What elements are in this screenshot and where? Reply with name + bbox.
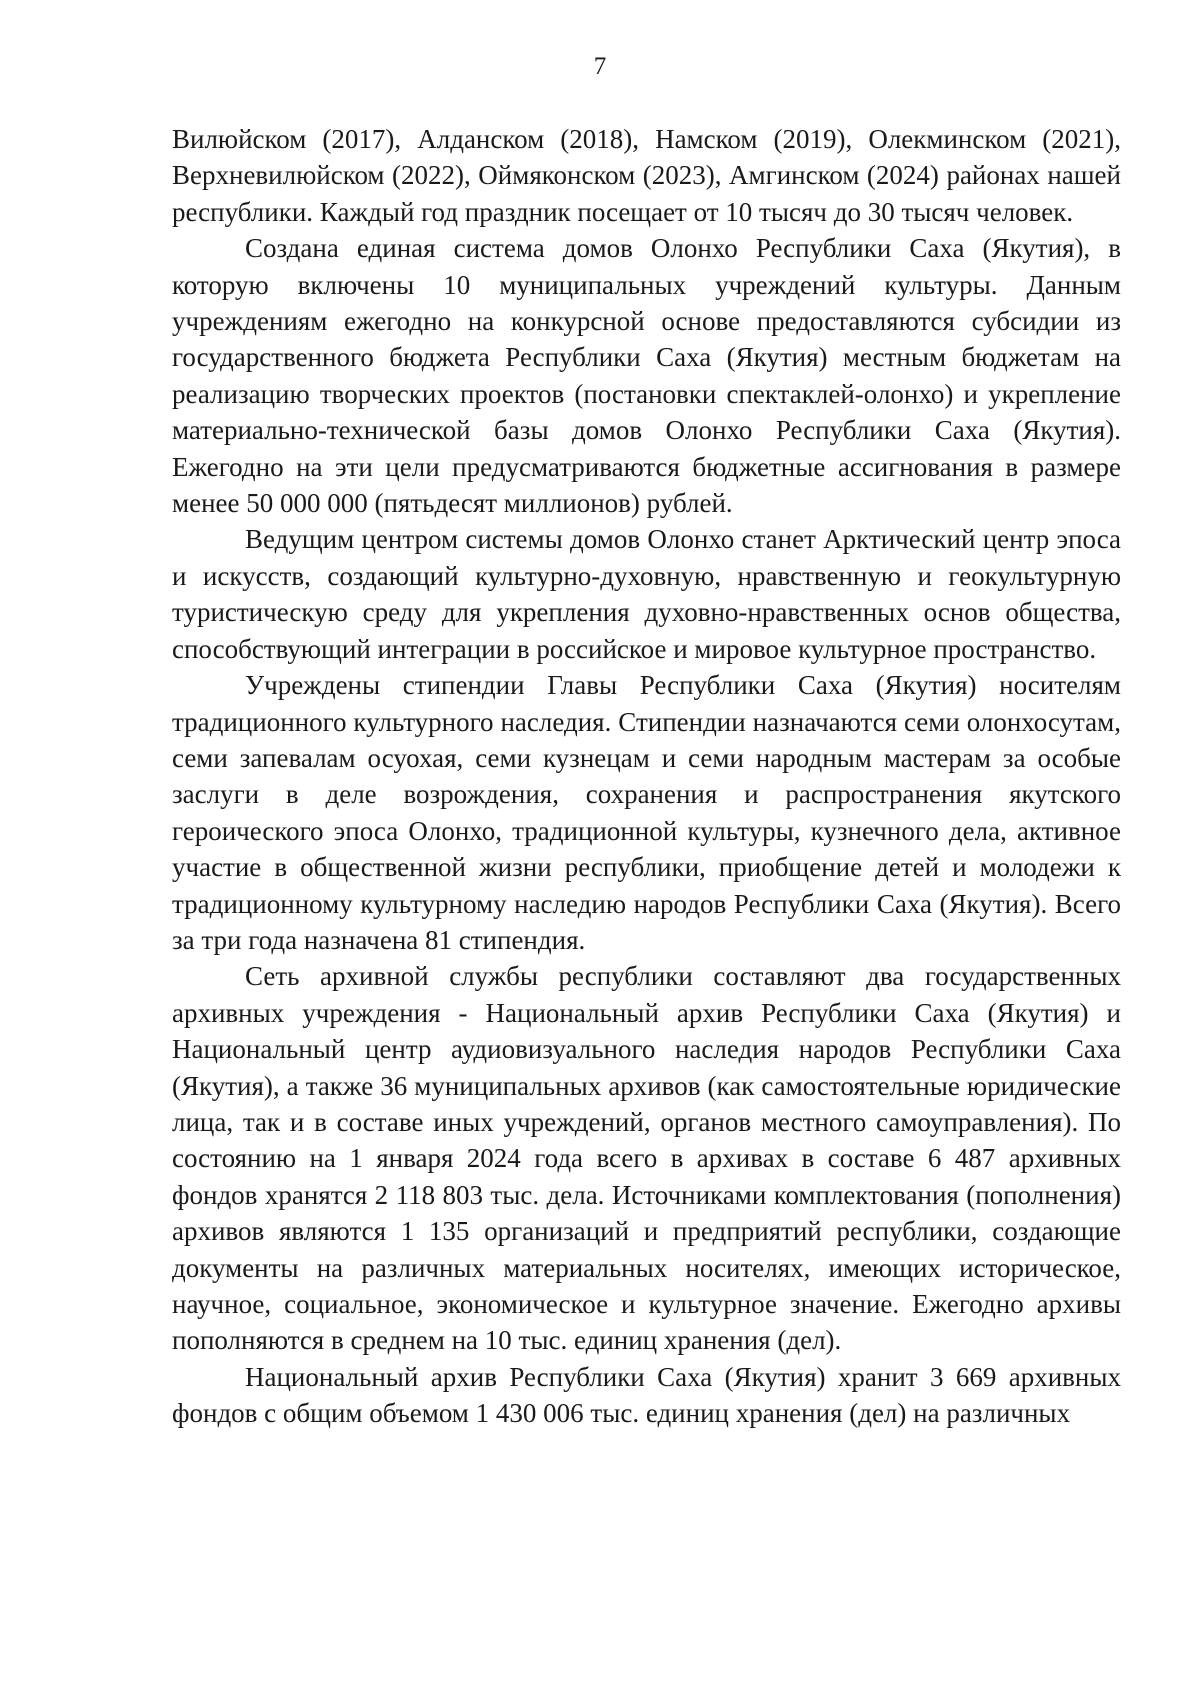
document-body: [172, 121, 1121, 1432]
paragraph-arctic-center: Ведущим центром системы домов Олонхо станет Арктический центр эпоса и искусств, создающий культурно-духовную, нравственную и геокультурную туристическую среду для укрепления духовно-нравственных основ общества, способствующий интеграции в российское и мировое культурное пространство.: [172, 524, 1121, 664]
page-number: 7: [593, 53, 607, 80]
paragraph-scholarships: Учреждены стипендии Главы Республики Саха (Якутия) носителям традиционного культурного наследия. Стипендии назначаются семи олонхосутам, семи запевалам осуохая, семи кузнецам и семи народным мастерам за особые заслуги в деле возрождения, сохранения и распространения якутского героического эпоса Олонхо, традиционной культуры, кузнечного дела, активное участие в общественной жизни республики, приобщение детей и молодежи к традиционному культурному наследию народов Республики Саха (Якутия). Всего за три года назначена 81 стипендия.: [172, 670, 1121, 955]
paragraph-archive-network: Сеть архивной службы республики составляют два государственных архивных учреждения - Национальный архив Республики Саха (Якутия) и Национальный центр аудиовизуального наследия народов Республики Саха (Якутия), а также 36 муниципальных архивов (как самостоятельные юридические лица, так и в составе иных учреждений, органов местного самоуправления). По состоянию на 1 января 2024 года всего в архивах в составе 6 487 архивных фондов хранятся 2 118 803 тыс. дела. Источниками комплектования (пополнения) архивов являются 1 135 организаций и предприятий республики, создающие документы на различных материальных носителях, имеющих историческое, научное, социальное, экономическое и культурное значение. Ежегодно архивы пополняются в среднем на 10 тыс. единиц хранения (дел).: [172, 961, 1121, 1356]
paragraph-festival-districts: Вилюйском (2017), Алданском (2018), Намском (2019), Олекминском (2021), Верхневилюйском (2022), Оймяконском (2023), Амгинском (2024) районах нашей республики. Каждый год праздник посещает от 10 тысяч до 30 тысяч человек.: [172, 124, 1121, 227]
paragraph-olonkho-houses: Создана единая система домов Олонхо Республики Саха (Якутия), в которую включены 10 муниципальных учреждений культуры. Данным учреждениям ежегодно на конкурсной основе предоставляются субсидии из государственного бюджета Республики Саха (Якутия) местным бюджетам на реализацию творческих проектов (постановки спектаклей-олонхо) и укрепление материально-технической базы домов Олонхо Республики Саха (Якутия). Ежегодно на эти цели предусматриваются бюджетные ассигнования в размере менее 50 000 000 (пятьдесят миллионов) рублей.: [172, 233, 1121, 519]
paragraph-national-archive: Национальный архив Республики Саха (Якутия) хранит 3 669 архивных фондов с общим объемом 1 430 006 тыс. единиц хранения (дел) на различных: [172, 1361, 1121, 1429]
